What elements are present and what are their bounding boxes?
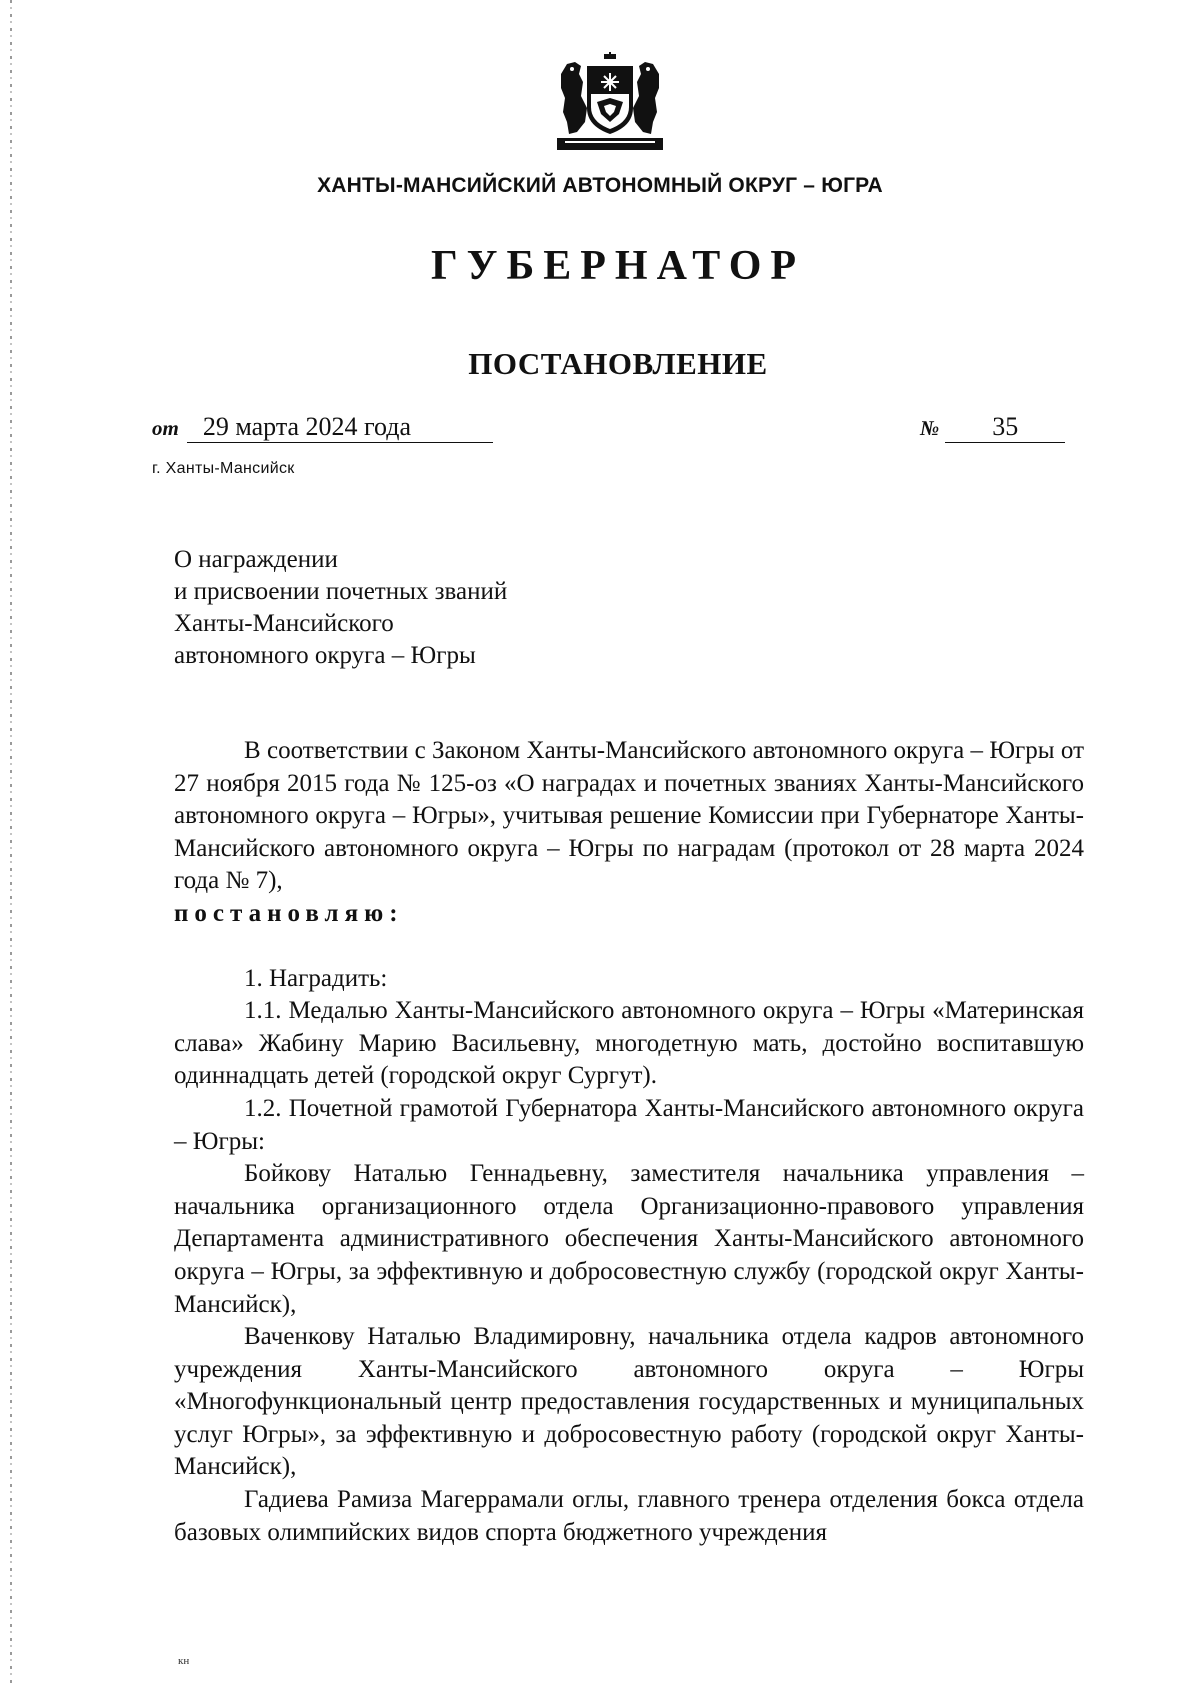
item-1-1: 1.1. Медалью Ханты-Мансийского автономного округа – Югры «Материнская слава» Жабину Марию Васильевну, многодетную мать, достойно воспитавшую одиннадцать детей (городской округ Сургут). bbox=[174, 997, 1084, 1090]
document-subject bbox=[174, 544, 507, 672]
preamble-text: В соответствии с Законом Ханты-Мансийского автономного округа – Югры от 27 ноября 2015 года № 125-оз «О наградах и почетных званиях Ханты-Мансийского автономного округа – Югры», учитывая решение Комиссии при Губернаторе Ханты-Мансийского автономного округа – Югры по наградам (протокол от 28 марта 2024 года № 7), bbox=[174, 737, 1084, 895]
awardee-paragraph: Бойкову Наталью Геннадьевну, заместителя начальника управления – начальника организационного отдела Организационно-правового управления Департамента административного обеспечения Ханты-Мансийского автономного округа – Югры, за эффективную и добросовестную службу (городской округ Ханты-Мансийск), bbox=[174, 1160, 1084, 1318]
awardee-paragraph: Гадиева Рамиза Магеррамали оглы, главного тренера отделения бокса отдела базовых олимпийских видов спорта бюджетного учреждения bbox=[174, 1486, 1084, 1546]
preamble-paragraph bbox=[174, 735, 1084, 931]
footer-mark: кн bbox=[178, 1655, 190, 1667]
subject-line: автономного округа – Югры bbox=[174, 642, 476, 669]
resolve-word: постановляю: bbox=[174, 899, 404, 927]
awardee-paragraph: Ваченкову Наталью Владимировну, начальника отдела кадров автономного учреждения Ханты-Мансийского автономного округа – Югры «Многофункциональный центр предоставления государственных и муниципальных услуг Югры», за эффективную и добросовестную работу (городской округ Ханты-Мансийск), bbox=[174, 1323, 1084, 1481]
coat-of-arms-icon bbox=[557, 52, 663, 152]
document-date: 29 марта 2024 года bbox=[187, 412, 493, 443]
document-number: 35 bbox=[945, 412, 1065, 443]
document-type: ПОСТАНОВЛЕНИЕ bbox=[468, 346, 768, 381]
subject-line: и присвоении почетных званий bbox=[174, 578, 508, 605]
document-number-line bbox=[920, 412, 1065, 443]
number-label: № bbox=[920, 416, 940, 440]
document-date-line bbox=[152, 412, 493, 443]
subject-line: О награждении bbox=[174, 546, 338, 573]
item-1-2: 1.2. Почетной грамотой Губернатора Ханты-Мансийского автономного округа – Югры: bbox=[174, 1094, 1084, 1155]
item-1: 1. Наградить: bbox=[244, 964, 388, 992]
region-name: ХАНТЫ-МАНСИЙСКИЙ АВТОНОМНЫЙ ОКРУГ – ЮГРА bbox=[317, 174, 883, 197]
document-body bbox=[174, 735, 1084, 1549]
date-label: от bbox=[152, 416, 179, 440]
document-city: г. Ханты-Мансийск bbox=[152, 460, 295, 477]
subject-line: Ханты-Мансийского bbox=[174, 610, 394, 637]
authority-title: ГУБЕРНАТОР bbox=[430, 243, 806, 289]
